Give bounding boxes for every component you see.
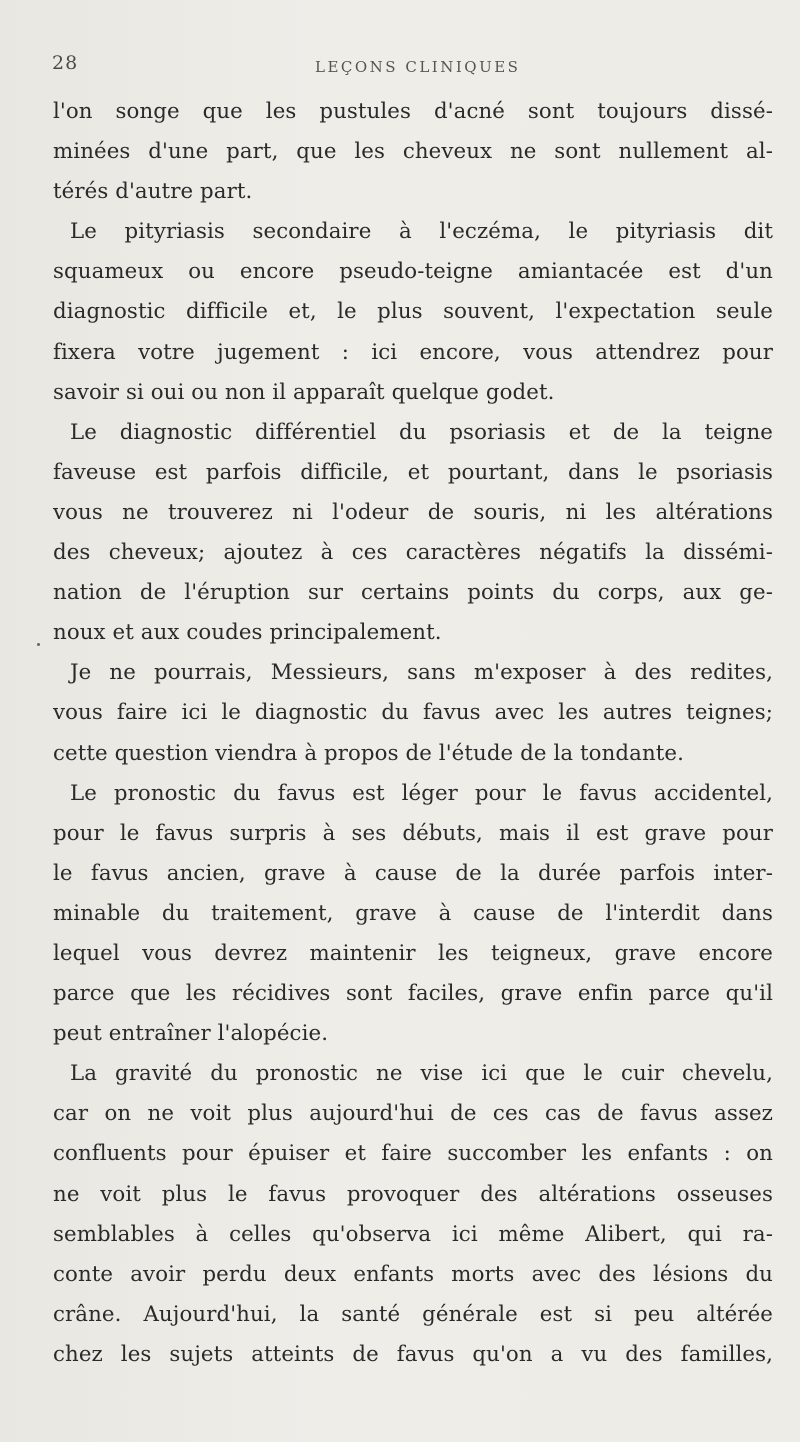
page-header xyxy=(0,52,800,82)
text-line: semblables à celles qu'observa ici même Alibert, qui ra- xyxy=(53,1221,773,1247)
text-line: l'on songe que les pustules d'acné sont toujours dissé- xyxy=(53,99,773,124)
text-line: minées d'une part, que les cheveux ne sont nullement al- xyxy=(53,139,773,165)
text-line: minable du traitement, grave à cause de l'interdit dans xyxy=(53,900,773,926)
text-line: noux et aux coudes principalement. xyxy=(53,620,442,646)
text-line: parce que les récidives sont faciles, grave enfin parce qu'il xyxy=(53,981,773,1007)
text-line: ne voit plus le favus provoquer des altérations osseuses xyxy=(53,1181,773,1207)
text-line: des cheveux; ajoutez à ces caractères négatifs la dissémi- xyxy=(53,540,773,566)
text-line: térés d'autre part. xyxy=(53,179,253,205)
text-line: Le pronostic du favus est léger pour le favus accidentel, xyxy=(70,780,773,806)
text-line: chez les sujets atteints de favus qu'on a vu des familles, xyxy=(53,1341,773,1367)
text-line: Le pityriasis secondaire à l'eczéma, le pityriasis dit xyxy=(70,219,773,245)
page-number: 28 xyxy=(52,52,79,74)
text-line: Le diagnostic différentiel du psoriasis et de la teigne xyxy=(70,419,773,445)
text-line: savoir si oui ou non il apparaît quelque godet. xyxy=(53,379,555,405)
text-line: squameux ou encore pseudo-teigne amiantacée est d'un xyxy=(53,259,773,285)
text-line: Je ne pourrais, Messieurs, sans m'exposer à des redites, xyxy=(70,660,773,686)
margin-speck xyxy=(37,643,40,646)
body-text xyxy=(53,92,773,1375)
text-line: diagnostic difficile et, le plus souvent, l'expectation seule xyxy=(53,299,773,325)
running-title: LEÇONS CLINIQUES xyxy=(315,58,521,76)
text-line: vous faire ici le diagnostic du favus avec les autres teignes; xyxy=(53,700,773,726)
text-line: vous ne trouverez ni l'odeur de souris, ni les altérations xyxy=(53,499,773,525)
text-line: pour le favus surpris à ses débuts, mais il est grave pour xyxy=(53,820,773,846)
text-line: nation de l'éruption sur certains points du corps, aux ge- xyxy=(53,580,773,606)
text-line: faveuse est parfois difficile, et pourtant, dans le psoriasis xyxy=(53,459,773,485)
text-line: peut entraîner l'alopécie. xyxy=(53,1021,329,1047)
text-line: car on ne voit plus aujourd'hui de ces cas de favus assez xyxy=(53,1101,773,1127)
text-line: La gravité du pronostic ne vise ici que le cuir chevelu, xyxy=(70,1061,773,1087)
text-line: le favus ancien, grave à cause de la durée parfois inter- xyxy=(53,860,773,886)
text-line: fixera votre jugement : ici encore, vous attendrez pour xyxy=(53,339,773,365)
text-line: confluents pour épuiser et faire succomber les enfants : on xyxy=(53,1141,773,1167)
text-line: conte avoir perdu deux enfants morts avec des lésions du xyxy=(53,1261,773,1287)
text-line: lequel vous devrez maintenir les teigneux, grave encore xyxy=(53,940,773,966)
text-line: cette question viendra à propos de l'étude de la tondante. xyxy=(53,740,684,766)
text-line: crâne. Aujourd'hui, la santé générale est si peu altérée xyxy=(53,1301,773,1327)
